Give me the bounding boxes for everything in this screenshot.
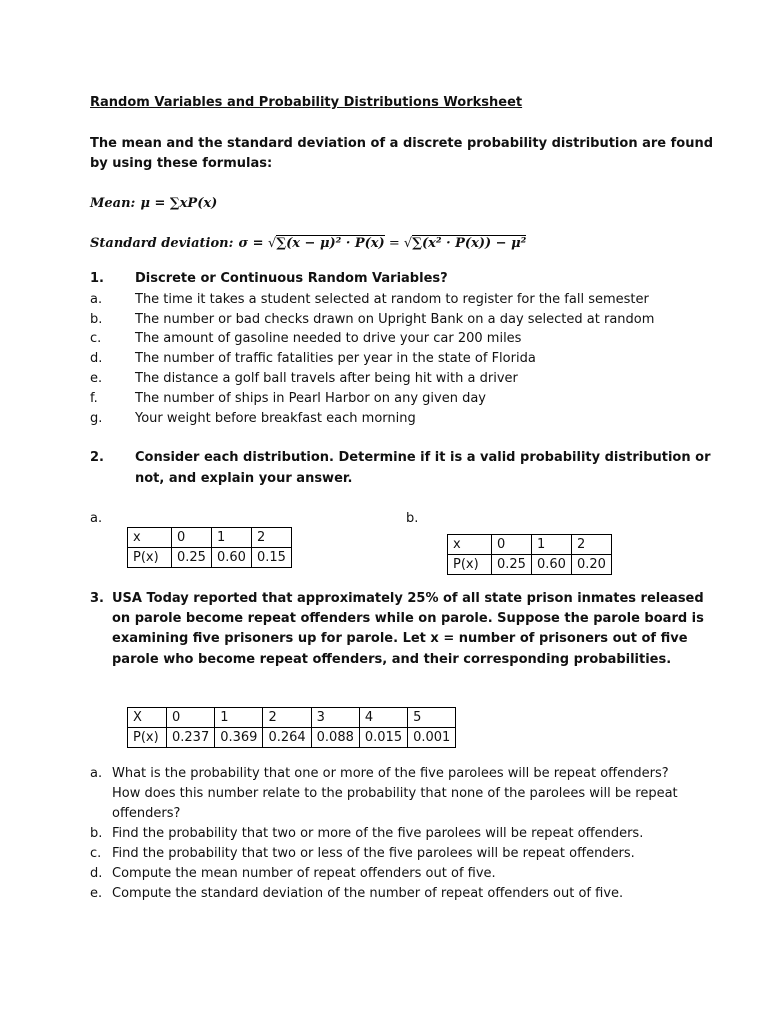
list-item: How does this number relate to the probability that none of the parolees will be repeat: [112, 786, 678, 801]
list-item-label: a.: [90, 292, 103, 307]
table-cell: 0: [492, 535, 532, 555]
table-cell: X: [128, 708, 167, 728]
sd-expression-2: ∑(x² · P(x)) − μ²: [412, 236, 527, 251]
list-item: The number or bad checks drawn on Upright Bank on a day selected at random: [135, 312, 655, 327]
table-cell: 0.001: [408, 728, 456, 748]
table-cell: 5: [408, 708, 456, 728]
sd-sigma: σ =: [238, 236, 269, 251]
list-item: The number of traffic fatalities per year in the state of Florida: [135, 351, 536, 366]
table-b-label: b.: [406, 511, 419, 526]
list-item: offenders?: [112, 806, 181, 821]
q2-number: 2.: [90, 450, 104, 465]
list-item: The distance a golf ball travels after being hit with a driver: [135, 371, 518, 386]
table-cell: 0: [172, 528, 212, 548]
distribution-table-b: [447, 534, 612, 575]
list-item: Compute the mean number of repeat offenders out of five.: [112, 866, 496, 881]
list-item-label: d.: [90, 866, 103, 881]
list-item-label: b.: [90, 312, 103, 327]
list-item: The time it takes a student selected at random to register for the fall semester: [135, 292, 649, 307]
table-cell: 0.369: [215, 728, 263, 748]
table-a-label: a.: [90, 511, 103, 526]
list-item: The amount of gasoline needed to drive your car 200 miles: [135, 331, 522, 346]
list-item-label: a.: [90, 766, 103, 781]
table-row: [128, 728, 456, 748]
worksheet-title: Random Variables and Probability Distributions Worksheet: [90, 95, 523, 110]
intro-line-1: The mean and the standard deviation of a discrete probability distribution are found: [90, 136, 714, 151]
table-cell: 0: [167, 708, 215, 728]
list-item-label: g.: [90, 411, 103, 426]
table-cell: P(x): [128, 548, 172, 568]
table-cell: 0.60: [212, 548, 252, 568]
table-cell: 0.20: [571, 555, 611, 575]
q1-heading: Discrete or Continuous Random Variables?: [135, 271, 448, 286]
table-cell: 2: [251, 528, 291, 548]
table-cell: 0.264: [263, 728, 311, 748]
sqrt-icon: √: [403, 236, 413, 251]
mean-expression: μ = ∑xP(x): [140, 196, 218, 211]
list-item-label: d.: [90, 351, 103, 366]
sd-formula: [90, 232, 526, 251]
q3-line-3: examining five prisoners up for parole. Let x = number of prisoners out of five: [112, 631, 688, 646]
table-cell: x: [128, 528, 172, 548]
list-item: The number of ships in Pearl Harbor on any given day: [135, 391, 486, 406]
table-cell: 4: [359, 708, 407, 728]
sqrt-icon: √: [268, 236, 277, 251]
table-cell: P(x): [448, 555, 492, 575]
list-item-label: f.: [90, 391, 98, 406]
table-cell: x: [448, 535, 492, 555]
table-row: [448, 535, 612, 555]
table-cell: 0.25: [172, 548, 212, 568]
table-row: [448, 555, 612, 575]
q3-number: 3.: [90, 591, 104, 606]
table-cell: P(x): [128, 728, 167, 748]
table-cell: 0.237: [167, 728, 215, 748]
list-item-label: e.: [90, 886, 103, 901]
list-item: Find the probability that two or less of the five parolees will be repeat offenders.: [112, 846, 635, 861]
list-item: Your weight before breakfast each morning: [135, 411, 416, 426]
table-cell: 1: [532, 535, 572, 555]
list-item-label: b.: [90, 826, 103, 841]
table-cell: 1: [215, 708, 263, 728]
table-cell: 2: [571, 535, 611, 555]
mean-label: Mean:: [90, 196, 136, 211]
list-item-label: c.: [90, 331, 102, 346]
sd-equals: =: [384, 236, 404, 251]
table-cell: 0.15: [251, 548, 291, 568]
q3-line-2: on parole become repeat offenders while on parole. Suppose the parole board is: [112, 611, 704, 626]
q2-line-1: Consider each distribution. Determine if it is a valid probability distribution or: [135, 450, 711, 465]
list-item-label: c.: [90, 846, 102, 861]
table-cell: 0.015: [359, 728, 407, 748]
table-cell: 0.25: [492, 555, 532, 575]
table-row: [128, 708, 456, 728]
table-cell: 3: [311, 708, 359, 728]
q2-line-2: not, and explain your answer.: [135, 471, 353, 486]
table-row: [128, 548, 292, 568]
q3-line-1: USA Today reported that approximately 25% of all state prison inmates released: [112, 591, 704, 606]
mean-formula: [90, 192, 217, 211]
list-item-label: e.: [90, 371, 103, 386]
sd-label: Standard deviation:: [90, 236, 234, 251]
distribution-table-a: [127, 527, 292, 568]
table-cell: 1: [212, 528, 252, 548]
q1-number: 1.: [90, 271, 104, 286]
list-item: Find the probability that two or more of the five parolees will be repeat offenders.: [112, 826, 644, 841]
q3-line-4: parole who become repeat offenders, and their corresponding probabilities.: [112, 652, 672, 667]
sd-expression-1: ∑(x − μ)² · P(x): [276, 236, 385, 251]
table-cell: 2: [263, 708, 311, 728]
table-row: [128, 528, 292, 548]
list-item: Compute the standard deviation of the number of repeat offenders out of five.: [112, 886, 624, 901]
offenders-probability-table: [127, 707, 456, 748]
list-item: What is the probability that one or more of the five parolees will be repeat offenders?: [112, 766, 669, 781]
table-cell: 0.60: [532, 555, 572, 575]
table-cell: 0.088: [311, 728, 359, 748]
intro-line-2: by using these formulas:: [90, 156, 273, 171]
